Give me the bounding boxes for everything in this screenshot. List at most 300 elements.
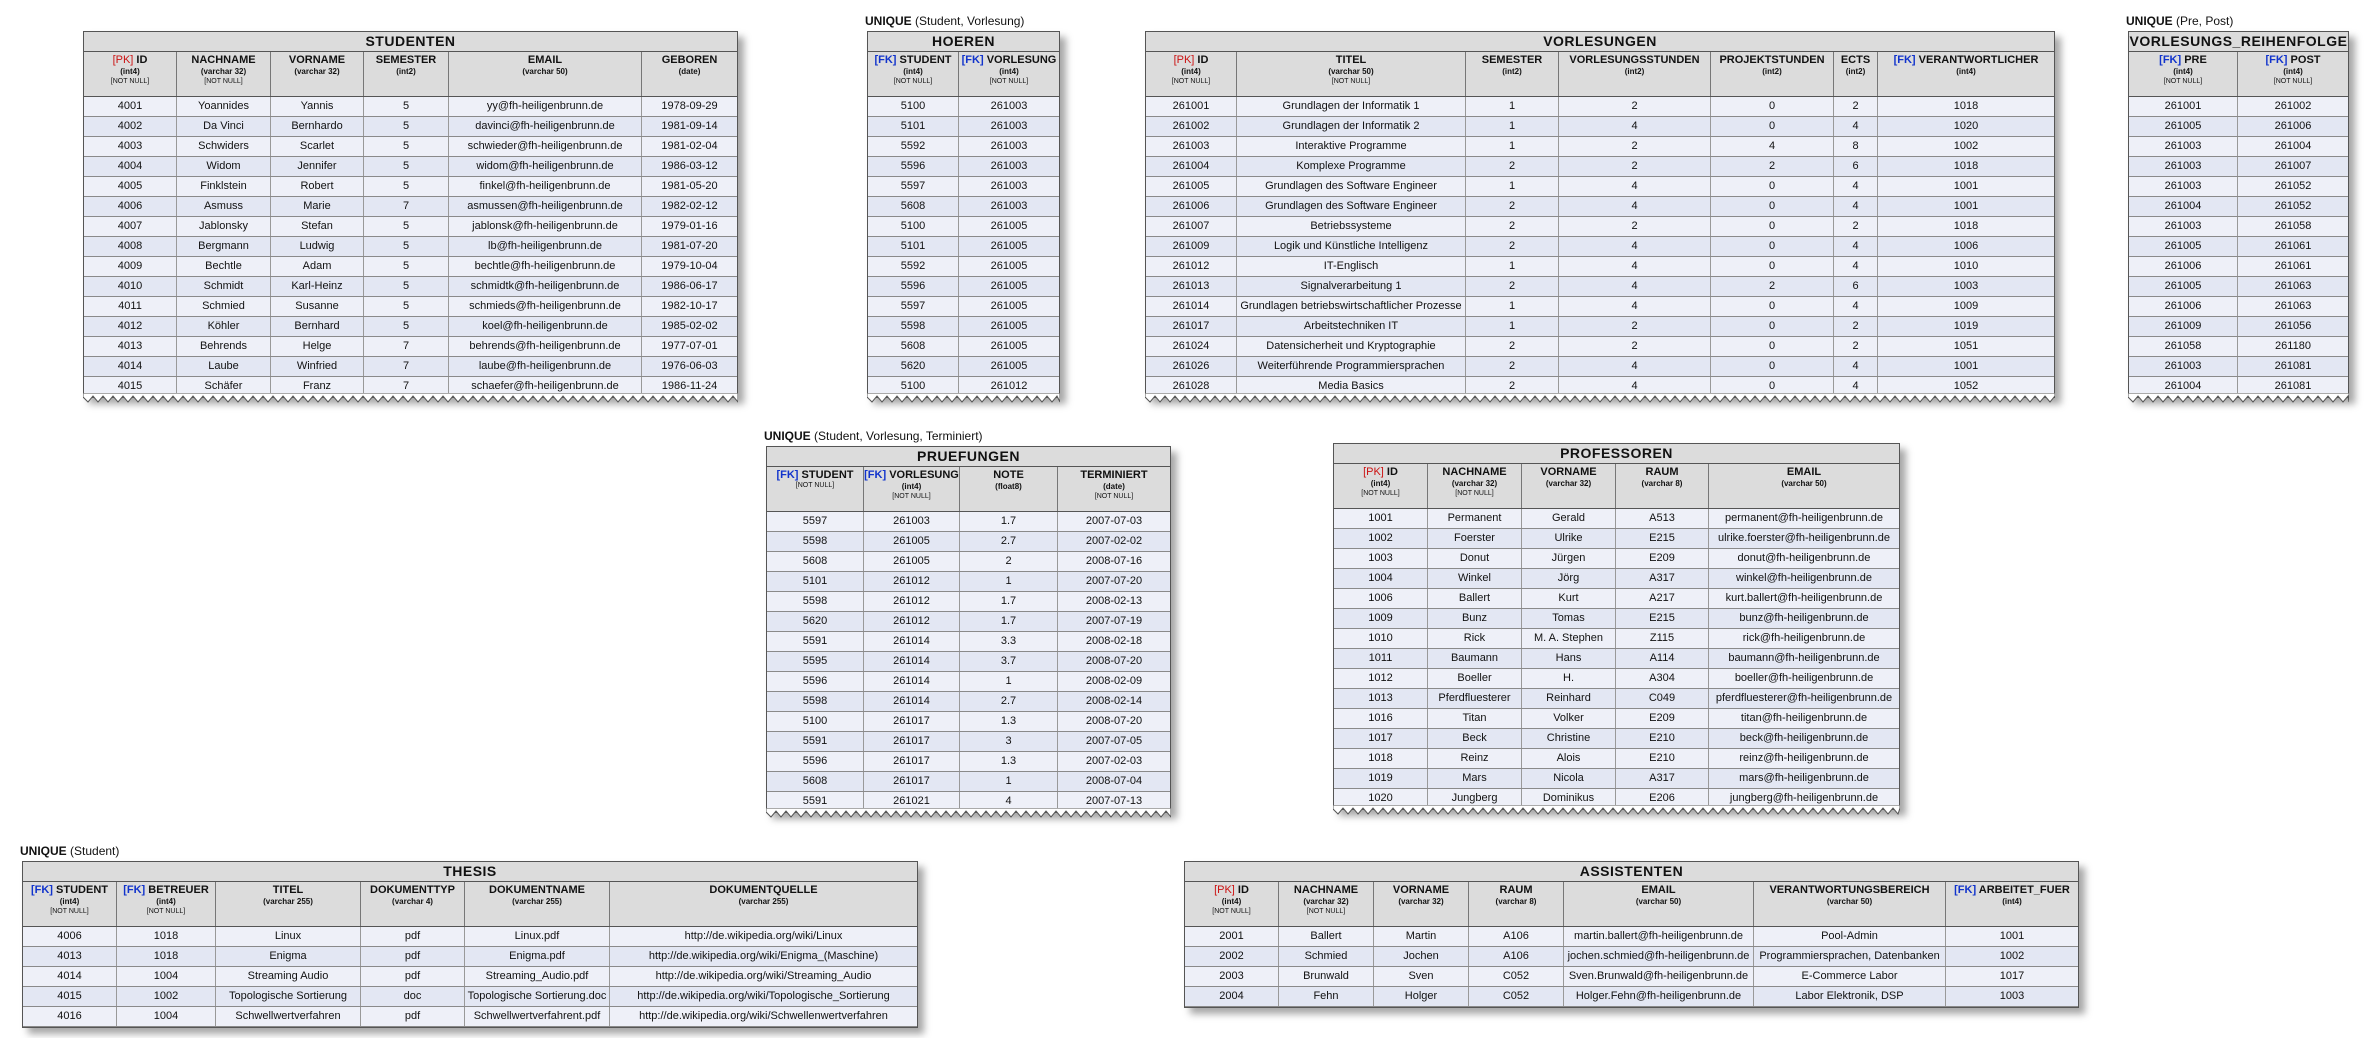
- table-cell: 261014: [864, 652, 960, 671]
- table-cell: 1004: [117, 1007, 216, 1026]
- column-header: [642, 52, 737, 96]
- table-cell: 4008: [84, 237, 177, 256]
- table-cell: 261005: [2129, 277, 2238, 296]
- table-row: [767, 792, 1170, 812]
- table-cell: 5: [364, 237, 449, 256]
- table-cell: 3.7: [960, 652, 1058, 671]
- table-cell: 5: [364, 317, 449, 336]
- table-cell: 4: [1559, 297, 1711, 316]
- table-cell: 261017: [864, 732, 960, 751]
- table-cell: 4: [1559, 357, 1711, 376]
- table-cell: 1981-05-20: [661, 180, 718, 192]
- table-cell: Bergmann: [177, 237, 271, 256]
- column-name-text: NACHNAME: [191, 54, 256, 66]
- column-type: (varchar 32): [1303, 897, 1349, 906]
- table-cell: 261003: [2129, 177, 2238, 196]
- column-not-null: [NOT NULL]: [1171, 78, 1211, 85]
- table-cell: Titan: [1428, 709, 1522, 728]
- column-name: [1616, 466, 1708, 478]
- table-cell: Interaktive Programme: [1237, 137, 1466, 156]
- table-cell: E215: [1616, 609, 1709, 628]
- table-cell: 261005: [990, 360, 1028, 372]
- table-cell: 4: [1559, 177, 1711, 196]
- pruefungen-unique-constraint: [764, 429, 983, 443]
- table-row: [84, 337, 737, 357]
- table-cell: 5596: [868, 157, 959, 176]
- table-row: [1146, 97, 2054, 117]
- table-cell: 261005: [990, 340, 1028, 352]
- column-name: [2238, 54, 2348, 66]
- table-cell: 1010: [1953, 260, 1979, 272]
- table-cell: 5608: [868, 337, 959, 356]
- column-name-text: DOKUMENTNAME: [489, 884, 585, 896]
- unique-keyword: UNIQUE: [2126, 14, 2173, 28]
- column-type: (varchar 32): [1398, 897, 1444, 906]
- table-cell: 2008-02-14: [1085, 695, 1143, 707]
- column-header: [449, 52, 642, 96]
- table-row: [1334, 509, 1899, 529]
- table-row: [1146, 277, 2054, 297]
- table-row: [84, 177, 737, 197]
- table-cell: 4016: [23, 1007, 117, 1026]
- table-cell: 261004: [1146, 157, 1237, 176]
- column-not-null: [NOT NULL]: [989, 78, 1029, 85]
- table-vorlesungen: [1145, 31, 2055, 398]
- table-cell: Datensicherheit und Kryptographie: [1237, 337, 1466, 356]
- table-cell: Reinz: [1428, 749, 1522, 768]
- table-row: [1334, 649, 1899, 669]
- column-header: [177, 52, 271, 96]
- table-cell: asmussen@fh-heiligenbrunn.de: [449, 197, 642, 216]
- table-body: [2129, 97, 2348, 397]
- table-row: [2129, 177, 2348, 197]
- column-not-null: [NOT NULL]: [795, 482, 835, 489]
- table-cell: A217: [1616, 589, 1709, 608]
- table-cell: kurt.ballert@fh-heiligenbrunn.de: [1725, 592, 1883, 604]
- table-cell: 261003: [990, 120, 1028, 132]
- table-cell: Brunwald: [1279, 967, 1374, 986]
- table-cell: Jennifer: [271, 157, 364, 176]
- table-cell: Behrends: [177, 337, 271, 356]
- table-cell: 261006: [2274, 120, 2312, 132]
- table-cell: 1002: [1953, 140, 1979, 152]
- column-header: [2129, 52, 2238, 96]
- table-cell: Gerald: [1522, 509, 1616, 528]
- table-cell: 8: [1834, 137, 1878, 156]
- table-cell: 2: [1559, 317, 1711, 336]
- table-cell: http://de.wikipedia.org/wiki/Topologische_Sortierung: [637, 990, 890, 1002]
- table-cell: Pferdfluesterer: [1428, 689, 1522, 708]
- table-cell: 5598: [767, 692, 864, 711]
- table-cell: Sven.Brunwald@fh-heiligenbrunn.de: [1564, 967, 1754, 986]
- table-cell: Finklstein: [177, 177, 271, 196]
- table-row: [1146, 197, 2054, 217]
- table-row: [2129, 137, 2348, 157]
- hoeren-unique-constraint: [865, 14, 1024, 28]
- table-cell: 5595: [767, 652, 864, 671]
- column-header: [1522, 464, 1616, 508]
- table-cell: 5: [364, 157, 449, 176]
- table-cell: 0: [1711, 317, 1834, 336]
- column-name: [177, 54, 270, 66]
- column-name-text: ID: [1386, 466, 1398, 478]
- table-cell: 5620: [868, 357, 959, 376]
- table-cell: Ulrike: [1522, 529, 1616, 548]
- table-cell: 1017: [1334, 729, 1428, 748]
- column-name-text: NACHNAME: [1442, 466, 1507, 478]
- table-row: [84, 137, 737, 157]
- column-type: (int4): [120, 67, 140, 76]
- table-cell: 1: [960, 672, 1058, 691]
- table-cell: winkel@fh-heiligenbrunn.de: [1736, 572, 1872, 584]
- table-cell: 7: [364, 337, 449, 356]
- header-row: [767, 467, 1170, 512]
- table-title: STUDENTEN: [84, 32, 737, 52]
- table-cell: Robert: [271, 177, 364, 196]
- table-cell: 2: [1711, 277, 1834, 296]
- column-name-text: TITEL: [272, 884, 304, 896]
- table-cell: beck@fh-heiligenbrunn.de: [1739, 732, 1869, 744]
- table-cell: Z115: [1616, 629, 1709, 648]
- table-cell: 5608: [868, 197, 959, 216]
- table-cell: 261056: [2274, 320, 2312, 332]
- table-cell: jungberg@fh-heiligenbrunn.de: [1729, 792, 1879, 804]
- table-cell: Bernhardo: [271, 117, 364, 136]
- table-cell: Labor Elektronik, DSP: [1754, 987, 1946, 1006]
- table-cell: Logik und Künstliche Intelligenz: [1237, 237, 1466, 256]
- table-row: [767, 772, 1170, 792]
- table-cell: 1976-06-03: [661, 360, 718, 372]
- table-row: [1146, 137, 2054, 157]
- column-name: [1946, 884, 2078, 896]
- table-hoeren: [867, 31, 1060, 398]
- table-cell: 261004: [2274, 140, 2312, 152]
- table-row: [1334, 629, 1899, 649]
- table-cell: Baumann: [1428, 649, 1522, 668]
- column-name: [117, 884, 215, 896]
- table-cell: 261005: [864, 552, 960, 571]
- primary-key-tag: [PK]: [1173, 54, 1195, 66]
- column-name-text: PROJEKTSTUNDEN: [1719, 54, 1825, 66]
- table-row: [868, 217, 1059, 237]
- table-cell: 4: [1834, 237, 1878, 256]
- table-cell: 2: [1466, 337, 1559, 356]
- table-row: [84, 257, 737, 277]
- table-cell: 261052: [2274, 200, 2312, 212]
- column-not-null: [NOT NULL]: [892, 493, 931, 500]
- column-name: [2129, 54, 2237, 66]
- table-cell: 0: [1711, 297, 1834, 316]
- column-name: [361, 884, 464, 896]
- table-cell: 2007-07-05: [1085, 735, 1143, 747]
- table-cell: 1051: [1953, 340, 1979, 352]
- table-row: [767, 552, 1170, 572]
- column-not-null: [NOT NULL]: [1455, 490, 1494, 497]
- table-cell: 261063: [2274, 280, 2312, 292]
- column-header: [1428, 464, 1522, 508]
- table-cell: Köhler: [177, 317, 271, 336]
- column-name: [864, 469, 959, 481]
- table-row: [23, 927, 917, 947]
- table-cell: 4: [1559, 277, 1711, 296]
- table-cell: 2002: [1185, 947, 1279, 966]
- table-cell: 2007-07-19: [1085, 615, 1143, 627]
- column-type: (varchar 50): [1826, 897, 1873, 906]
- header-row: [1146, 52, 2054, 97]
- column-name: [1374, 884, 1468, 896]
- table-body: [23, 927, 917, 1027]
- table-cell: 0: [1711, 257, 1834, 276]
- table-cell: boeller@fh-heiligenbrunn.de: [1734, 672, 1874, 684]
- table-cell: 0: [1711, 337, 1834, 356]
- column-type: (varchar 255): [738, 897, 789, 906]
- table-row: [84, 297, 737, 317]
- table-cell: 1011: [1334, 649, 1428, 668]
- table-cell: 5596: [767, 672, 864, 691]
- column-not-null: [NOT NULL]: [1094, 493, 1134, 500]
- table-cell: 261014: [864, 672, 960, 691]
- table-cell: M. A. Stephen: [1522, 629, 1616, 648]
- column-name-text: BETREUER: [148, 884, 209, 896]
- table-cell: E-Commerce Labor: [1754, 967, 1946, 986]
- table-cell: 5: [364, 217, 449, 236]
- table-cell: 1: [1466, 177, 1559, 196]
- table-cell: 2: [1466, 357, 1559, 376]
- column-header: [864, 467, 960, 511]
- table-row: [868, 317, 1059, 337]
- table-cell: 1982-10-17: [661, 300, 718, 312]
- table-cell: 5: [364, 137, 449, 156]
- column-not-null: [NOT NULL]: [1306, 908, 1346, 915]
- foreign-key-tag: [FK]: [123, 884, 146, 896]
- column-name: [1711, 54, 1833, 66]
- table-cell: 5: [364, 97, 449, 116]
- table-cell: Scarlet: [271, 137, 364, 156]
- table-cell: 5100: [868, 97, 959, 116]
- table-cell: 2: [1559, 217, 1711, 236]
- table-cell: rick@fh-heiligenbrunn.de: [1742, 632, 1866, 644]
- table-cell: pdf: [361, 967, 465, 986]
- table-cell: Ludwig: [271, 237, 364, 256]
- column-name: [1834, 54, 1877, 66]
- column-type: (varchar 8): [1641, 479, 1683, 488]
- table-row: [868, 277, 1059, 297]
- unique-columns: (Student, Vorlesung): [915, 14, 1025, 28]
- table-cell: permanent@fh-heiligenbrunn.de: [1725, 512, 1883, 524]
- table-row: [868, 137, 1059, 157]
- table-cell: Laube: [177, 357, 271, 376]
- table-body: [1185, 927, 2078, 1007]
- table-row: [2129, 357, 2348, 377]
- column-name: [84, 54, 176, 66]
- table-cell: 5591: [767, 792, 864, 811]
- table-cell: E210: [1616, 749, 1709, 768]
- table-cell: 7: [364, 197, 449, 216]
- table-cell: Jablonsky: [177, 217, 271, 236]
- column-name-text: DOKUMENTQUELLE: [709, 884, 818, 896]
- table-pruefungen: [766, 446, 1171, 813]
- table-row: [2129, 117, 2348, 137]
- table-row: [767, 572, 1170, 592]
- table-cell: 261021: [864, 792, 960, 811]
- table-cell: 1019: [1953, 320, 1979, 332]
- table-cell: 4: [1834, 197, 1878, 216]
- table-cell: 4: [1834, 117, 1878, 136]
- table-cell: 5101: [868, 237, 959, 256]
- table-row: [1185, 987, 2078, 1007]
- column-header: [1374, 882, 1469, 926]
- table-cell: Adam: [271, 257, 364, 276]
- column-header: [364, 52, 449, 96]
- table-cell: Programmiersprachen, Datenbanken: [1754, 947, 1946, 966]
- column-name: [1878, 54, 2054, 66]
- table-cell: 2008-07-16: [1085, 555, 1143, 567]
- table-cell: 5592: [868, 257, 959, 276]
- table-row: [1146, 217, 2054, 237]
- table-row: [1146, 317, 2054, 337]
- table-cell: 1978-09-29: [661, 100, 718, 112]
- table-cell: 2007-07-20: [1085, 575, 1143, 587]
- table-cell: Topologische Sortierung.doc: [465, 987, 610, 1006]
- table-cell: Holger.Fehn@fh-heiligenbrunn.de: [1564, 987, 1754, 1006]
- table-row: [84, 277, 737, 297]
- column-type: (date): [1103, 482, 1125, 491]
- table-body: [84, 97, 737, 397]
- table-cell: A106: [1469, 927, 1564, 946]
- column-name: [767, 469, 863, 481]
- column-type: (varchar 32): [200, 67, 247, 76]
- table-cell: 261013: [1146, 277, 1237, 296]
- table-cell: 1: [1466, 97, 1559, 116]
- table-row: [1146, 157, 2054, 177]
- column-name-text: VERANTWORTUNGSBEREICH: [1769, 884, 1930, 896]
- table-title: VORLESUNGEN: [1146, 32, 2054, 52]
- header-row: [1334, 464, 1899, 509]
- table-cell: 1001: [1334, 509, 1428, 528]
- column-not-null: [NOT NULL]: [50, 908, 89, 915]
- foreign-key-tag: [FK]: [1954, 884, 1977, 896]
- table-cell: Schwellwertverfahren: [216, 1007, 361, 1026]
- column-type: (varchar 32): [294, 67, 340, 76]
- table-cell: 4001: [84, 97, 177, 116]
- table-title: VORLESUNGS_REIHENFOLGE: [2129, 32, 2348, 52]
- unique-keyword: UNIQUE: [20, 844, 67, 858]
- table-row: [2129, 217, 2348, 237]
- column-name-text: EMAIL: [1786, 466, 1822, 478]
- table-cell: 4006: [84, 197, 177, 216]
- table-cell: 261005: [990, 260, 1028, 272]
- table-cell: Boeller: [1428, 669, 1522, 688]
- table-cell: 261012: [864, 592, 960, 611]
- column-name: [1428, 466, 1521, 478]
- column-type: (varchar 255): [263, 897, 313, 906]
- table-row: [84, 237, 737, 257]
- table-cell: E210: [1616, 729, 1709, 748]
- table-cell: 1017: [1999, 970, 2025, 982]
- table-title: THESIS: [23, 862, 917, 882]
- table-cell: 261006: [2129, 297, 2238, 316]
- table-cell: 2008-07-04: [1085, 775, 1143, 787]
- table-cell: 261014: [1146, 297, 1237, 316]
- table-cell: 1: [960, 572, 1058, 591]
- table-cell: 0: [1711, 177, 1834, 196]
- table-cell: 4002: [84, 117, 177, 136]
- table-cell: 4: [1559, 117, 1711, 136]
- table-row: [1185, 947, 2078, 967]
- table-title: ASSISTENTEN: [1185, 862, 2078, 882]
- table-cell: 4005: [84, 177, 177, 196]
- column-header: [271, 52, 364, 96]
- table-cell: 0: [1711, 237, 1834, 256]
- column-name: [1754, 884, 1945, 896]
- table-cell: 1020: [1953, 120, 1979, 132]
- table-cell: 4: [1834, 377, 1878, 396]
- column-type: (int4): [2283, 67, 2303, 76]
- column-name-text: RAUM: [1645, 466, 1679, 478]
- table-cell: Grundlagen des Software Engineer: [1237, 197, 1466, 216]
- column-name-text: VORNAME: [1392, 884, 1450, 896]
- table-row: [1334, 529, 1899, 549]
- table-row: [767, 612, 1170, 632]
- table-cell: Holger: [1374, 987, 1469, 1006]
- table-row: [84, 157, 737, 177]
- primary-key-tag: [PK]: [112, 54, 134, 66]
- column-header: [767, 467, 864, 511]
- table-cell: 4011: [84, 297, 177, 316]
- table-row: [767, 532, 1170, 552]
- column-name-text: PRE: [2184, 54, 2207, 66]
- column-type: (int2): [1502, 67, 1522, 76]
- table-row: [1146, 237, 2054, 257]
- table-row: [1334, 729, 1899, 749]
- table-cell: 2008-02-13: [1085, 595, 1143, 607]
- column-name-text: VORLESUNG: [986, 54, 1057, 66]
- table-cell: 2007-02-02: [1085, 535, 1143, 547]
- table-cell: Sven: [1374, 967, 1469, 986]
- table-cell: 5597: [868, 297, 959, 316]
- table-cell: 1: [1466, 317, 1559, 336]
- table-cell: 2: [1834, 337, 1878, 356]
- table-row: [1334, 749, 1899, 769]
- column-not-null: [NOT NULL]: [1331, 78, 1371, 85]
- table-row: [84, 97, 737, 117]
- table-cell: 2: [1559, 137, 1711, 156]
- table-cell: Stefan: [271, 217, 364, 236]
- table-cell: 0: [1711, 197, 1834, 216]
- column-not-null: [NOT NULL]: [1361, 490, 1400, 497]
- table-professoren: [1333, 443, 1900, 810]
- column-type: (int2): [1845, 67, 1866, 76]
- table-cell: 2: [1466, 377, 1559, 396]
- table-cell: 0: [1711, 117, 1834, 136]
- table-cell: Foerster: [1428, 529, 1522, 548]
- table-cell: Marie: [271, 197, 364, 216]
- table-row: [84, 197, 737, 217]
- table-row: [868, 337, 1059, 357]
- table-cell: 2: [1466, 157, 1559, 176]
- table-cell: 5598: [767, 592, 864, 611]
- column-header: [23, 882, 117, 926]
- column-type: (varchar 32): [1545, 479, 1592, 488]
- table-row: [1334, 609, 1899, 629]
- table-cell: 1003: [1334, 549, 1428, 568]
- table-cell: 261003: [990, 200, 1028, 212]
- table-cell: 261180: [2275, 340, 2311, 352]
- table-cell: 261009: [1146, 237, 1237, 256]
- column-name-text: NACHNAME: [1293, 884, 1359, 896]
- table-cell: http://de.wikipedia.org/wiki/Enigma_(Maschine): [648, 950, 879, 962]
- table-cell: 5591: [767, 632, 864, 651]
